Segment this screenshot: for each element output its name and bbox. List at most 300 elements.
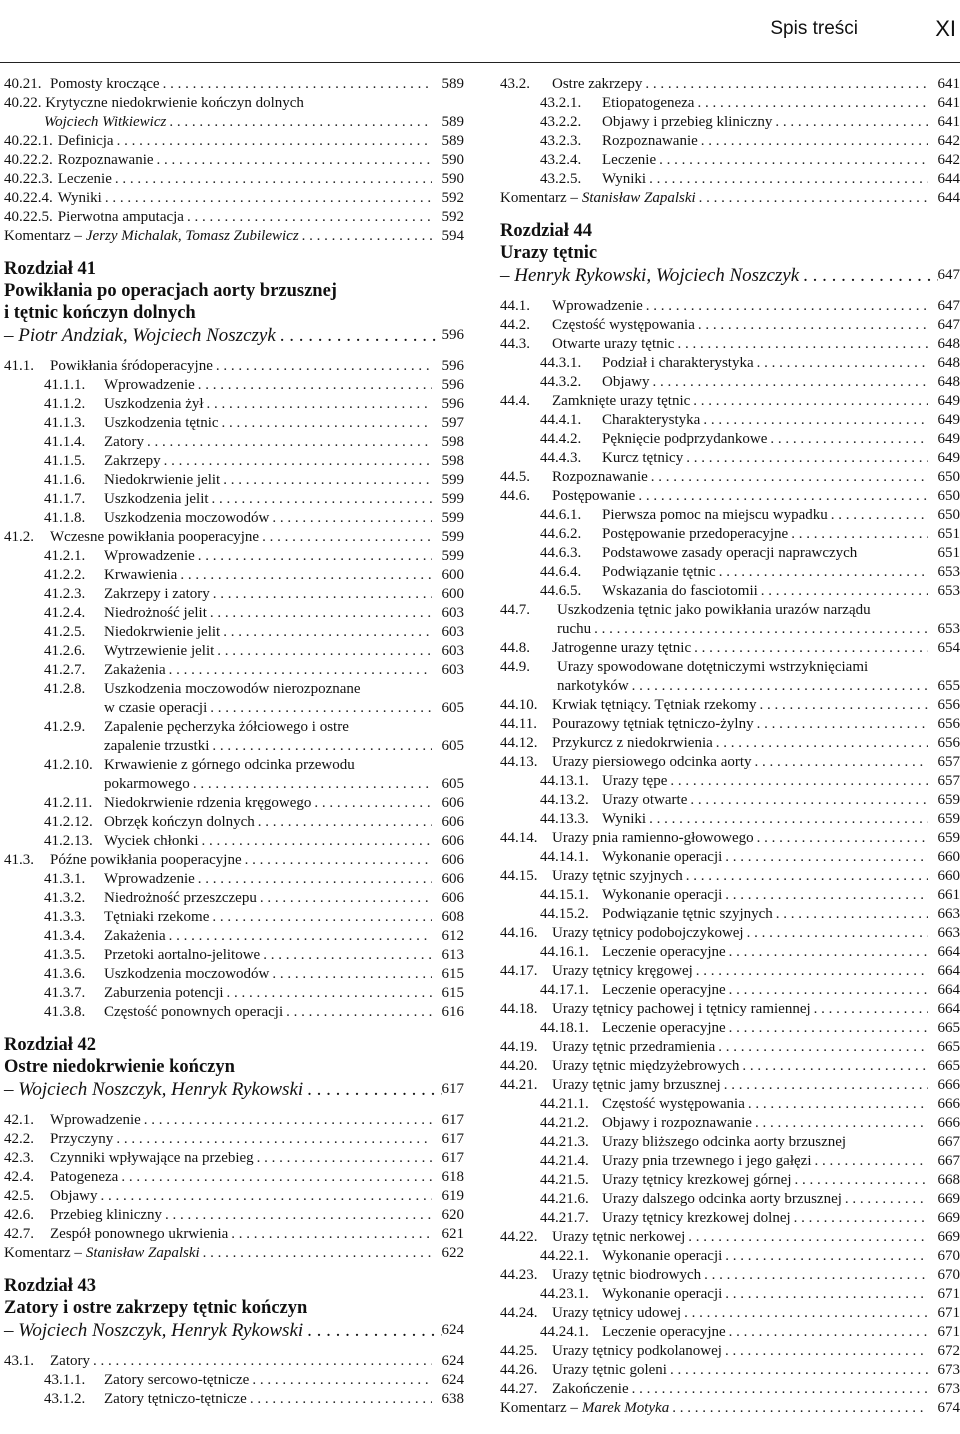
toc-entry-page: 603 (441, 643, 464, 659)
toc-entry-number: 44.6.3. (540, 545, 582, 561)
toc-entry-number: 40.22.3. (4, 171, 53, 187)
toc-entry[interactable] (500, 316, 960, 335)
toc-entry[interactable] (500, 1019, 960, 1038)
leader-dots (791, 1209, 928, 1228)
toc-entry-title: Urazy tętnicy udowej (552, 1305, 682, 1321)
toc-entry-number: 41.1.1. (44, 377, 86, 393)
toc-entry-page: 606 (441, 890, 464, 906)
toc-entry-number: 43.1. (4, 1353, 34, 1369)
toc-entry-number: 41.2.4. (44, 605, 86, 621)
toc-entry[interactable] (4, 1206, 464, 1225)
toc-entry[interactable] (500, 1285, 960, 1304)
toc-entry[interactable] (500, 1209, 960, 1228)
leader-dots (693, 962, 928, 981)
toc-entry-number: 44.1. (500, 298, 530, 314)
leader-dots (112, 170, 432, 189)
toc-entry[interactable] (4, 813, 464, 832)
toc-entry[interactable] (500, 1133, 960, 1152)
toc-entry-page: 617 (441, 1112, 464, 1128)
leader-dots (184, 208, 432, 227)
toc-entry[interactable] (4, 547, 464, 566)
toc-entry-number: 41.3. (4, 852, 34, 868)
chapter-number: Rozdział 43 (4, 1276, 96, 1296)
toc-entry-page: 663 (937, 906, 960, 922)
toc-entry-number: 44.24.1. (540, 1324, 589, 1340)
toc-entry[interactable] (500, 113, 960, 132)
toc-entry[interactable] (500, 75, 960, 94)
toc-entry[interactable] (500, 1361, 960, 1380)
toc-entry-number: 44.17. (500, 963, 538, 979)
toc-entry[interactable] (500, 829, 960, 848)
toc-entry[interactable] (4, 208, 464, 227)
toc-entry-title: Rozpoznawanie (552, 469, 648, 485)
toc-entry[interactable] (4, 1168, 464, 1187)
toc-entry-title: Urazy tętnic goleni (552, 1362, 667, 1378)
toc-entry[interactable] (4, 794, 464, 813)
toc-entry[interactable] (4, 908, 464, 927)
toc-entry-title: Przetoki aortalno-jelitowe (104, 947, 261, 963)
toc-entry[interactable] (500, 791, 960, 810)
toc-entry-page: 613 (441, 947, 464, 963)
comment-entry[interactable] (500, 189, 960, 208)
toc-entry[interactable] (4, 984, 464, 1003)
toc-entry-title: Pourazowy tętniak tętniczo-żylny (552, 716, 754, 732)
toc-entry[interactable] (4, 623, 464, 642)
toc-entry[interactable] (500, 1304, 960, 1323)
toc-entry[interactable] (4, 75, 464, 94)
toc-entry-title: 40.22. Krytyczne niedokrwienie kończyn dolnych (4, 95, 304, 111)
toc-entry-page: 664 (937, 944, 960, 960)
comment-authors: Marek Motyka (581, 1400, 670, 1416)
leader-dots (683, 449, 928, 468)
toc-entry[interactable] (500, 848, 960, 867)
toc-entry[interactable] (500, 696, 960, 715)
toc-entry-number: 41.1.6. (44, 472, 86, 488)
toc-entry[interactable] (500, 449, 960, 468)
toc-entry-page: 650 (937, 507, 960, 523)
leader-dots (650, 373, 929, 392)
comment-label: Komentarz – (500, 190, 578, 206)
toc-entry-title: Krwiak tętniący. Tętniak rzekomy (552, 697, 757, 713)
toc-entry-page: 598 (441, 434, 464, 450)
leader-dots (141, 1111, 432, 1130)
toc-entry[interactable] (500, 487, 960, 506)
toc-entry[interactable] (500, 1095, 960, 1114)
toc-entry-page: 667 (937, 1153, 960, 1169)
toc-entry[interactable] (500, 563, 960, 582)
toc-entry-page: 651 (937, 545, 960, 561)
comment-label: Komentarz – (4, 228, 82, 244)
toc-entry-page: 656 (937, 697, 960, 713)
toc-entry[interactable] (500, 981, 960, 1000)
comment-entry[interactable] (4, 227, 464, 246)
leader-dots (716, 563, 928, 582)
toc-entry-page: 612 (441, 928, 464, 944)
toc-entry[interactable] (4, 699, 464, 718)
comment-entry[interactable] (4, 1244, 464, 1263)
toc-entry-number: 44.21.4. (540, 1153, 589, 1169)
toc-entry-page: 619 (441, 1188, 464, 1204)
leader-dots (177, 566, 432, 585)
toc-entry[interactable] (4, 151, 464, 170)
toc-entry[interactable] (500, 1380, 960, 1399)
leader-dots (772, 113, 928, 132)
toc-entry-number: 44.19. (500, 1039, 538, 1055)
toc-entry[interactable] (4, 566, 464, 585)
toc-entry-title: Niedrożność jelit (104, 605, 207, 621)
toc-entry[interactable] (500, 151, 960, 170)
toc-column-right (500, 75, 960, 1418)
toc-entry[interactable] (500, 170, 960, 189)
toc-entry-number: 40.22.2. (4, 152, 53, 168)
leader-dots (269, 965, 432, 984)
toc-entry-page: 617 (441, 1131, 464, 1147)
toc-entry-number: 44.15.2. (540, 906, 589, 922)
comment-entry[interactable] (500, 1399, 960, 1418)
comment-label: Komentarz – (4, 1245, 82, 1261)
toc-entry[interactable] (4, 490, 464, 509)
running-header-section: Spis treści (770, 18, 858, 39)
leader-dots (788, 525, 928, 544)
toc-entry[interactable] (500, 297, 960, 316)
toc-entry-number: 43.1.2. (44, 1391, 86, 1407)
leader-dots (160, 75, 432, 94)
toc-entry-number: 44.18.1. (540, 1020, 589, 1036)
toc-entry[interactable] (4, 775, 464, 794)
toc-entry[interactable] (4, 433, 464, 452)
toc-entry-page: 592 (441, 209, 464, 225)
toc-entry-page: 615 (441, 966, 464, 982)
leader-dots (283, 1003, 432, 1022)
toc-entry-title: Leczenie (602, 152, 657, 168)
toc-entry[interactable] (500, 525, 960, 544)
toc-entry-number: 41.2.5. (44, 624, 86, 640)
toc-entry[interactable] (500, 1171, 960, 1190)
chapter-authors-row[interactable] (4, 324, 464, 347)
toc-entry-title: Częstość występowania (552, 317, 695, 333)
toc-entry[interactable] (500, 715, 960, 734)
toc-entry[interactable] (4, 357, 464, 376)
toc-entry-number: 42.6. (4, 1207, 34, 1223)
spacer (4, 347, 464, 357)
toc-entry-number: 44.21.5. (540, 1172, 589, 1188)
leader-dots (220, 471, 432, 490)
toc-entry[interactable] (500, 924, 960, 943)
toc-entry-title: Objawy i przebieg kliniczny (602, 114, 773, 130)
toc-entry-title: Zatory (50, 1353, 90, 1369)
toc-entry-page: 624 (441, 1353, 464, 1369)
toc-entry[interactable] (4, 132, 464, 151)
toc-entry[interactable] (4, 113, 464, 132)
toc-entry[interactable] (500, 1342, 960, 1361)
toc-entry-number: 44.3. (500, 336, 530, 352)
toc-entry-page: 647 (937, 298, 960, 314)
leader-dots (811, 1000, 928, 1019)
toc-entry-page: 600 (441, 586, 464, 602)
toc-entry-page: 660 (937, 868, 960, 884)
leader-dots (726, 1323, 928, 1342)
toc-entry[interactable] (500, 962, 960, 981)
toc-entry-title: Zatory tętniczo-tętnicze (104, 1391, 247, 1407)
toc-entry[interactable] (4, 870, 464, 889)
toc-entry-number: 44.22. (500, 1229, 538, 1245)
toc-entry[interactable] (500, 430, 960, 449)
leader-dots (161, 452, 432, 471)
toc-entry[interactable] (500, 1190, 960, 1209)
toc-entry[interactable] (500, 905, 960, 924)
toc-entry-page: 659 (937, 811, 960, 827)
toc-entry[interactable] (4, 1111, 464, 1130)
toc-entry-number: 44.9. (500, 659, 530, 675)
leader-dots (166, 661, 432, 680)
toc-entry[interactable] (500, 620, 960, 639)
toc-entry-page: 674 (937, 1400, 960, 1416)
toc-entry-number: 44.4. (500, 393, 530, 409)
toc-entry[interactable] (4, 642, 464, 661)
toc-entry[interactable] (500, 1076, 960, 1095)
toc-entry[interactable] (500, 94, 960, 113)
toc-entry-page: 650 (937, 469, 960, 485)
toc-entry-title: zapalenie trzustki (104, 738, 210, 754)
toc-entry[interactable] (500, 1114, 960, 1133)
toc-entry-number: 44.14. (500, 830, 538, 846)
toc-entry[interactable] (4, 170, 464, 189)
leader-dots (204, 395, 432, 414)
toc-entry-title: Kurcz tętnicy (602, 450, 684, 466)
toc-entry-number: 41.3.1. (44, 871, 86, 887)
toc-entry-page: 605 (441, 738, 464, 754)
toc-entry-number: 43.2.3. (540, 133, 582, 149)
toc-entry[interactable] (500, 753, 960, 772)
toc-entry[interactable] (500, 810, 960, 829)
toc-entry[interactable] (500, 544, 960, 563)
toc-entry[interactable] (500, 468, 960, 487)
toc-entry[interactable] (500, 392, 960, 411)
toc-entry-page: 650 (937, 488, 960, 504)
toc-entry-title: Wytrzewienie jelit (104, 643, 215, 659)
toc-entry-title: Objawy (602, 374, 650, 390)
toc-entry[interactable] (500, 943, 960, 962)
toc-entry[interactable] (500, 734, 960, 753)
toc-entry[interactable] (500, 1228, 960, 1247)
toc-entry-number: 41.2.1. (44, 548, 86, 564)
toc-entry-first-line (500, 601, 960, 620)
toc-entry[interactable] (500, 1038, 960, 1057)
toc-entry[interactable] (4, 737, 464, 756)
toc-entry[interactable] (4, 528, 464, 547)
toc-entry[interactable] (4, 1225, 464, 1244)
toc-entry-page: 599 (441, 491, 464, 507)
toc-entry[interactable] (500, 1057, 960, 1076)
chapter-page: 647 (937, 267, 960, 283)
toc-entry-title: Rozpoznawanie (602, 133, 698, 149)
toc-entry[interactable] (4, 946, 464, 965)
leader-dots (700, 411, 928, 430)
toc-entry[interactable] (500, 772, 960, 791)
toc-entry[interactable] (4, 1149, 464, 1168)
toc-entry[interactable] (500, 639, 960, 658)
toc-entry-page: 606 (441, 852, 464, 868)
toc-entry-title: Pierwotna amputacja (57, 209, 184, 225)
toc-entry[interactable] (500, 1266, 960, 1285)
toc-entry-page: 670 (937, 1267, 960, 1283)
leader-dots (144, 433, 432, 452)
toc-entry[interactable] (4, 509, 464, 528)
toc-entry-page: 620 (441, 1207, 464, 1223)
toc-entry[interactable] (500, 867, 960, 886)
toc-entry-page: 624 (441, 1372, 464, 1388)
toc-entry-number: 44.11. (500, 716, 537, 732)
toc-entry-number: 44.27. (500, 1381, 538, 1397)
toc-entry[interactable] (4, 832, 464, 851)
toc-entry-number: 41.3.6. (44, 966, 86, 982)
toc-entry-page: 649 (937, 393, 960, 409)
toc-entry-page: 618 (441, 1169, 464, 1185)
toc-entry[interactable] (4, 1003, 464, 1022)
leader-dots (754, 829, 928, 848)
leader-dots (722, 1247, 928, 1266)
toc-entry[interactable] (500, 1323, 960, 1342)
toc-entry-number: 41.2. (4, 529, 34, 545)
leader-dots (757, 696, 928, 715)
toc-entry[interactable] (4, 1390, 464, 1409)
toc-entry[interactable] (500, 411, 960, 430)
toc-entry-number: 41.1.8. (44, 510, 86, 526)
toc-entry-title: Podwiązanie tętnic (602, 564, 716, 580)
toc-entry[interactable] (500, 1152, 960, 1171)
chapter-number: Rozdział 42 (4, 1035, 96, 1055)
leader-dots (259, 528, 432, 547)
leader-dots (214, 642, 432, 661)
toc-entry-number: 43.2.1. (540, 95, 582, 111)
toc-entry-page: 590 (441, 152, 464, 168)
leader-dots (685, 1228, 928, 1247)
toc-entry-title: Urazy tętnicy kręgowej (552, 963, 693, 979)
toc-entry[interactable] (4, 604, 464, 623)
toc-entry[interactable] (4, 452, 464, 471)
leader-dots (690, 392, 928, 411)
toc-entry-number: 41.2.9. (44, 719, 86, 735)
leader-dots (691, 639, 928, 658)
toc-entry-title: Urazy tętnicy podkolanowej (552, 1343, 722, 1359)
toc-entry[interactable] (4, 1130, 464, 1149)
toc-entry[interactable] (4, 965, 464, 984)
toc-entry[interactable] (4, 851, 464, 870)
toc-entry[interactable] (4, 661, 464, 680)
toc-entry-title: Patogeneza (50, 1169, 119, 1185)
toc-entry[interactable] (4, 414, 464, 433)
chapter-authors-row[interactable] (500, 264, 960, 287)
toc-entry[interactable] (500, 1000, 960, 1019)
toc-entry[interactable] (4, 1187, 464, 1206)
toc-entry-title: Częstość ponownych operacji (104, 1004, 284, 1020)
toc-entry-number: 40.22.4. (4, 190, 53, 206)
toc-entry-title: Powikłania śródoperacyjne (50, 358, 213, 374)
toc-entry[interactable] (4, 927, 464, 946)
leader-dots (842, 1190, 928, 1209)
toc-entry[interactable] (4, 1352, 464, 1371)
toc-entry[interactable] (500, 1247, 960, 1266)
toc-entry[interactable] (4, 395, 464, 414)
chapter-authors-row[interactable] (4, 1319, 464, 1342)
comment-authors: Stanisław Zapalski (85, 1245, 200, 1261)
toc-entry[interactable] (500, 373, 960, 392)
toc-entry[interactable] (4, 376, 464, 395)
toc-entry[interactable] (4, 471, 464, 490)
toc-entry-page: 606 (441, 814, 464, 830)
toc-entry-title: Uszkodzenia jelit (104, 491, 209, 507)
toc-entry-page: 673 (937, 1362, 960, 1378)
toc-entry-title: Urazy pnia trzewnego i jego gałęzi (602, 1153, 812, 1169)
toc-entry-number: 44.24. (500, 1305, 538, 1321)
toc-entry[interactable] (500, 886, 960, 905)
toc-entry-title: Obrzęk kończyn dolnych (104, 814, 255, 830)
toc-entry-title: Uszkodzenia tętnic jako powikłania urazów narządu (557, 602, 871, 618)
toc-entry-page: 665 (937, 1058, 960, 1074)
leader-dots (209, 908, 432, 927)
chapter-number: Rozdział 44 (500, 221, 592, 241)
toc-entry-number: 41.1.3. (44, 415, 86, 431)
toc-entry-first-line (4, 756, 464, 775)
toc-entry-page: 668 (937, 1172, 960, 1188)
toc-entry[interactable] (4, 1371, 464, 1390)
leader-dots (200, 1244, 432, 1263)
chapter-page: 617 (441, 1081, 464, 1097)
toc-entry-page: 648 (937, 355, 960, 371)
leader-dots (799, 264, 937, 287)
toc-entry-page: 641 (937, 76, 960, 92)
toc-entry-title: Objawy (50, 1188, 98, 1204)
chapter-authors-row[interactable] (4, 1078, 464, 1101)
toc-entry[interactable] (500, 582, 960, 601)
toc-entry-page: 644 (937, 171, 960, 187)
toc-entry-title: Urazy tętnicy podobojczykowej (552, 925, 744, 941)
toc-entry[interactable] (500, 506, 960, 525)
leader-dots (195, 870, 432, 889)
leader-dots (681, 1304, 928, 1323)
comment-authors: Jerzy Michalak, Tomasz Zubilewicz (85, 228, 299, 244)
toc-entry[interactable] (4, 585, 464, 604)
toc-entry-page: 638 (441, 1391, 464, 1407)
toc-entry-number: 41.2.10. (44, 757, 93, 773)
toc-entry-page: 649 (937, 431, 960, 447)
toc-entry-number: 44.13.1. (540, 773, 589, 789)
toc-entry[interactable] (500, 335, 960, 354)
toc-entry-title: w czasie operacji (104, 700, 208, 716)
leader-dots (166, 113, 432, 132)
toc-entry-page: 600 (441, 567, 464, 583)
toc-entry[interactable] (500, 132, 960, 151)
toc-entry-number: 44.20. (500, 1058, 538, 1074)
toc-entry-number: 40.22.5. (4, 209, 53, 225)
toc-entry-page: 671 (937, 1305, 960, 1321)
leader-dots (311, 794, 432, 813)
toc-entry-number: 44.3.1. (540, 355, 582, 371)
toc-entry-title: Niedokrwienie rdzenia kręgowego (104, 795, 312, 811)
toc-entry-page: 663 (937, 925, 960, 941)
toc-entry-title: Wczesne powikłania pooperacyjne (50, 529, 260, 545)
toc-entry-number: 42.2. (4, 1131, 34, 1147)
toc-entry-number: 41.2.13. (44, 833, 93, 849)
toc-entry[interactable] (500, 677, 960, 696)
toc-entry-number: 44.6.1. (540, 507, 582, 523)
toc-entry-page: 649 (937, 450, 960, 466)
toc-entry-number: 44.21.3. (540, 1134, 589, 1150)
toc-entry[interactable] (4, 189, 464, 208)
toc-entry[interactable] (4, 889, 464, 908)
toc-entry[interactable] (500, 354, 960, 373)
toc-entry-title: Przyczyny (50, 1131, 114, 1147)
